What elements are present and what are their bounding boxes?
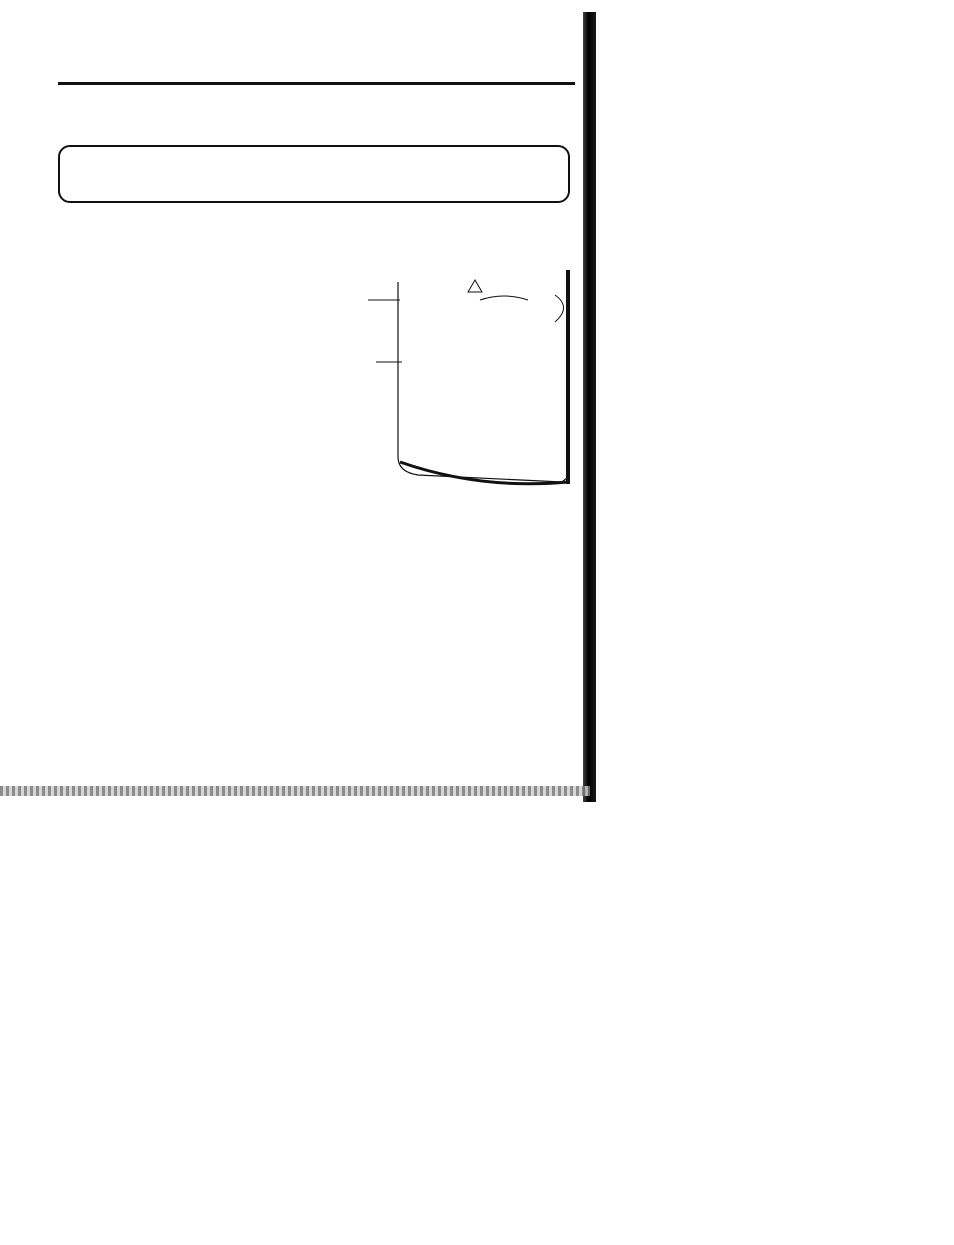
directory-clip [555, 295, 564, 322]
binding-edge [583, 12, 596, 802]
phone-outline [398, 272, 568, 482]
note-box [58, 145, 570, 203]
phone-diagram [300, 262, 575, 492]
page-bottom-edge [0, 786, 590, 796]
play-triangle-icon [468, 280, 482, 292]
heading-rule [58, 82, 575, 85]
directory-top-curve [480, 296, 528, 300]
